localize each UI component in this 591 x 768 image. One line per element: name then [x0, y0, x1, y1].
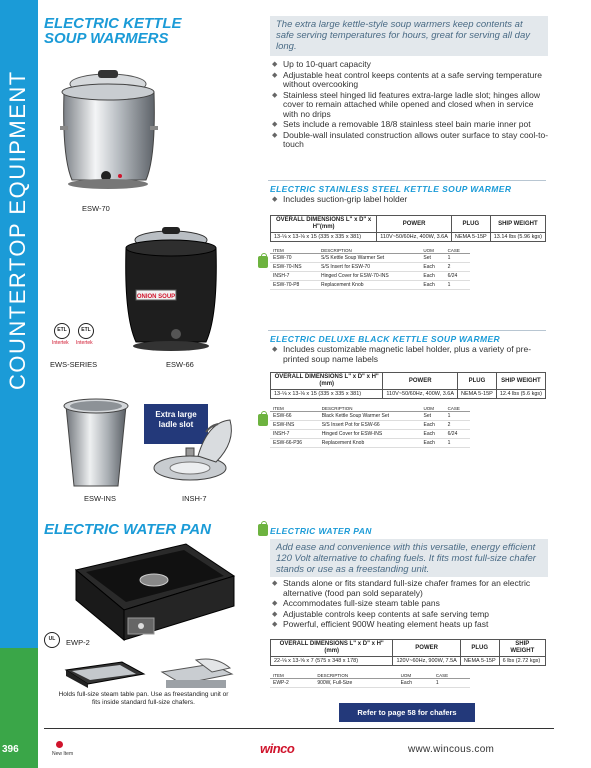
column-header: OVERALL DIMENSIONS L" x D" x H"(mm) — [271, 373, 383, 390]
table-cell: 1 — [445, 281, 470, 290]
list-item: ◆ Stands alone or fits standard full-size chafer frames for an electric alternative (food pan sold separately) — [272, 579, 550, 598]
table-cell: S/S Insert for ESW-70 — [318, 263, 420, 272]
column-header: SHIP WEIGHT — [496, 373, 545, 390]
holds-caption: Holds full-size steam table pan. Use as freestanding unit or fits inside standard full-size chafers. — [58, 691, 229, 706]
column-header: SHIP WEIGHT — [490, 216, 545, 233]
divider — [268, 330, 546, 331]
table-cell: ESW-INS — [270, 421, 319, 430]
table-cell: ESW-70-INS — [270, 263, 318, 272]
table-cell: 6/24 — [445, 430, 470, 439]
column-header: OVERALL DIMENSIONS L" x D" x H"(mm) — [271, 216, 377, 233]
list-item: ◆ Powerful, efficient 900W heating element heats up fast — [272, 620, 550, 630]
table-cell: 6 lbs (2.72 kgs) — [499, 657, 545, 666]
column-header: PLUG — [460, 640, 499, 657]
table-row — [270, 439, 470, 448]
table-row — [270, 263, 470, 272]
table-cell: INSH-7 — [270, 430, 319, 439]
intertek-label: Intertek — [52, 340, 69, 346]
footer-divider — [44, 728, 554, 729]
ul-listed-icon: UL — [44, 632, 60, 648]
green-shopping-bag-icon — [258, 256, 268, 268]
esw-ins-photo — [60, 396, 132, 492]
page-title — [44, 16, 182, 46]
table-cell: 13.14 lbs (5.96 kgs) — [490, 233, 545, 242]
table-cell: Each — [420, 439, 444, 448]
column-header: DESCRIPTION — [319, 406, 421, 412]
etl-listed-icon: ETL — [54, 323, 70, 339]
esw66-photo — [116, 218, 226, 358]
column-header: POWER — [383, 373, 458, 390]
badge-line1: Extra large — [155, 410, 197, 419]
list-item: ◆ Adjustable controls keep contents at safe serving temp — [272, 610, 550, 620]
category-label: COUNTERTOP EQUIPMENT — [5, 70, 30, 390]
list-item: ◆ Stainless steel hinged lid features extra-large ladle slot; hinges allow cover to remain attached while opened and closed when in service with no drips — [272, 91, 550, 120]
green-shopping-bag-icon — [258, 414, 268, 426]
page-title-line1: ELECTRIC KETTLE — [44, 15, 182, 32]
water-pan-intro: Add ease and convenience with this versatile, energy efficient 120 Volt alternative to chafing fuels. It fits most full-size chafer stands or use as a freestanding unit. — [270, 539, 548, 577]
column-header: DESCRIPTION — [314, 673, 397, 679]
stainless-items-table — [270, 248, 470, 290]
water-pan-section-title: ELECTRIC WATER PAN — [44, 521, 211, 538]
column-header: POWER — [377, 216, 452, 233]
table-cell: Set — [420, 254, 444, 263]
green-shopping-bag-icon — [258, 524, 268, 536]
badge-line2: ladle slot — [158, 420, 194, 429]
esw-ins-caption: ESW-INS — [84, 494, 116, 503]
stainless-dimensions-table — [270, 215, 546, 242]
kettle-feature-list — [272, 60, 550, 151]
chafer-photo — [156, 658, 236, 692]
table-row — [271, 233, 546, 242]
table-cell: 13-⅛ x 13-⅛ x 15 (335 x 335 x 381) — [271, 390, 383, 399]
water-pan-feature-list — [272, 579, 550, 631]
column-header: DESCRIPTION — [318, 248, 420, 254]
table-cell: 13-⅛ x 13-⅛ x 15 (335 x 335 x 381) — [271, 233, 377, 242]
insh7-caption: INSH-7 — [182, 494, 207, 503]
column-header: CASE — [445, 248, 470, 254]
table-cell: Each — [420, 272, 444, 281]
intertek-label: Intertek — [76, 340, 93, 346]
etl-listed-icon: ETL — [78, 323, 94, 339]
table-cell: Black Kettle Soup Warmer Set — [319, 412, 421, 421]
table-cell: Replacement Knob — [318, 281, 420, 290]
table-row — [270, 254, 470, 263]
esw70-photo — [50, 62, 170, 202]
divider — [268, 180, 546, 181]
new-item-icon — [56, 741, 63, 748]
list-item: ◆ Double-wall insulated construction allows outer surface to stay cool-to-touch — [272, 131, 550, 150]
column-header: PLUG — [458, 373, 497, 390]
deluxe-items-table — [270, 406, 470, 448]
column-header: UOM — [420, 248, 444, 254]
table-cell: NEMA 5-15P — [460, 657, 499, 666]
page-title-line2: SOUP WARMERS — [44, 30, 169, 47]
table-cell: Replacement Knob — [319, 439, 421, 448]
column-header: CASE — [433, 673, 470, 679]
column-header: SHIP WEIGHT — [499, 640, 545, 657]
table-cell: ESW-70-P8 — [270, 281, 318, 290]
refer-chafers-button[interactable]: Refer to page 58 for chafers — [339, 703, 475, 722]
table-row — [270, 281, 470, 290]
ews-series-caption: EWS-SERIES — [50, 360, 98, 369]
page-number: 396 — [2, 744, 19, 755]
list-item: ◆ Accommodates full-size steam table pans — [272, 599, 550, 609]
table-cell: 1 — [433, 679, 470, 688]
table-cell: 110V~50/60Hz, 400W, 3.6A — [377, 233, 452, 242]
column-header: PLUG — [451, 216, 490, 233]
list-item: ◆ Includes customizable magnetic label holder, plus a variety of pre-printed soup name labels — [272, 345, 548, 364]
water-pan-heading: ELECTRIC WATER PAN — [270, 526, 372, 536]
table-cell: 12.4 lbs (5.6 kgs) — [496, 390, 545, 399]
esw70-caption: ESW-70 — [82, 204, 110, 213]
new-item-label: New Item — [52, 751, 74, 757]
soup-label: ONION SOUP — [136, 294, 176, 300]
table-cell: S/S Insert Pot for ESW-66 — [319, 421, 421, 430]
table-cell: S/S Kettle Soup Warmer Set — [318, 254, 420, 263]
stainless-heading: ELECTRIC STAINLESS STEEL KETTLE SOUP WARMER — [270, 184, 512, 194]
table-cell: 2 — [445, 421, 470, 430]
kettle-intro: The extra large kettle-style soup warmers keep contents at safe serving temperatures for hours, great for serving all day long. — [270, 16, 548, 56]
list-item: ◆ Sets include a removable 18/8 stainless steel bain marie inner pot — [272, 120, 550, 130]
table-cell: Each — [420, 263, 444, 272]
table-cell: ESW-70 — [270, 254, 318, 263]
table-cell: 110V~50/60Hz, 400W, 3.6A — [383, 390, 458, 399]
table-cell: 2 — [445, 263, 470, 272]
website-url[interactable]: www.wincous.com — [408, 744, 495, 755]
freestanding-photo — [62, 660, 148, 690]
table-cell: Each — [420, 430, 444, 439]
table-cell: Hinged Cover for ESW-INS — [319, 430, 421, 439]
column-header: ITEM — [270, 248, 318, 254]
list-item: ◆ Up to 10-quart capacity — [272, 60, 550, 70]
winco-logo: winco — [260, 741, 295, 756]
table-cell: ESW-66-P36 — [270, 439, 319, 448]
water-pan-dimensions-table — [270, 639, 546, 666]
table-row — [270, 679, 470, 688]
table-row — [270, 272, 470, 281]
ewp2-photo — [68, 540, 238, 650]
table-cell: 1 — [445, 254, 470, 263]
table-cell: 22-⅛ x 13-⅝ x 7 (575 x 348 x 178) — [271, 657, 393, 666]
water-pan-items-table — [270, 673, 470, 688]
table-cell: 1 — [445, 439, 470, 448]
table-row — [270, 421, 470, 430]
table-row — [271, 390, 546, 399]
column-header: OVERALL DIMENSIONS L" x D" x H"(mm) — [271, 640, 393, 657]
table-cell: 1 — [445, 412, 470, 421]
table-row — [270, 430, 470, 439]
column-header: UOM — [420, 406, 444, 412]
ewp2-caption: EWP-2 — [66, 638, 90, 647]
list-item: ◆ Adjustable heat control keeps contents at a safe serving temperature without overcooking — [272, 71, 550, 90]
table-cell: 900W, Full-Size — [314, 679, 397, 688]
column-header: CASE — [445, 406, 470, 412]
insh7-photo — [150, 412, 240, 492]
table-cell: Hinged Cover for ESW-70-INS — [318, 272, 420, 281]
column-header: ITEM — [270, 406, 319, 412]
table-cell: 6/24 — [445, 272, 470, 281]
table-cell: INSH-7 — [270, 272, 318, 281]
deluxe-dimensions-table — [270, 372, 546, 399]
esw66-caption: ESW-66 — [166, 360, 194, 369]
table-cell: Set — [420, 412, 444, 421]
stainless-feature-list — [272, 195, 548, 206]
column-header: UOM — [398, 673, 433, 679]
list-item: ◆ Includes suction-grip label holder — [272, 195, 548, 205]
column-header: POWER — [393, 640, 460, 657]
deluxe-heading: ELECTRIC DELUXE BLACK KETTLE SOUP WARMER — [270, 334, 501, 344]
table-row — [271, 657, 546, 666]
table-row — [270, 412, 470, 421]
table-cell: ESW-66 — [270, 412, 319, 421]
table-cell: 120V~60Hz, 900W, 7.5A — [393, 657, 460, 666]
table-cell: NEMA 5-15P — [451, 233, 490, 242]
table-cell: Each — [420, 421, 444, 430]
table-cell: NEMA 5-15P — [458, 390, 497, 399]
table-cell: Each — [398, 679, 433, 688]
table-cell: Each — [420, 281, 444, 290]
column-header: ITEM — [270, 673, 314, 679]
table-cell: EWP-2 — [270, 679, 314, 688]
deluxe-feature-list — [272, 345, 548, 365]
